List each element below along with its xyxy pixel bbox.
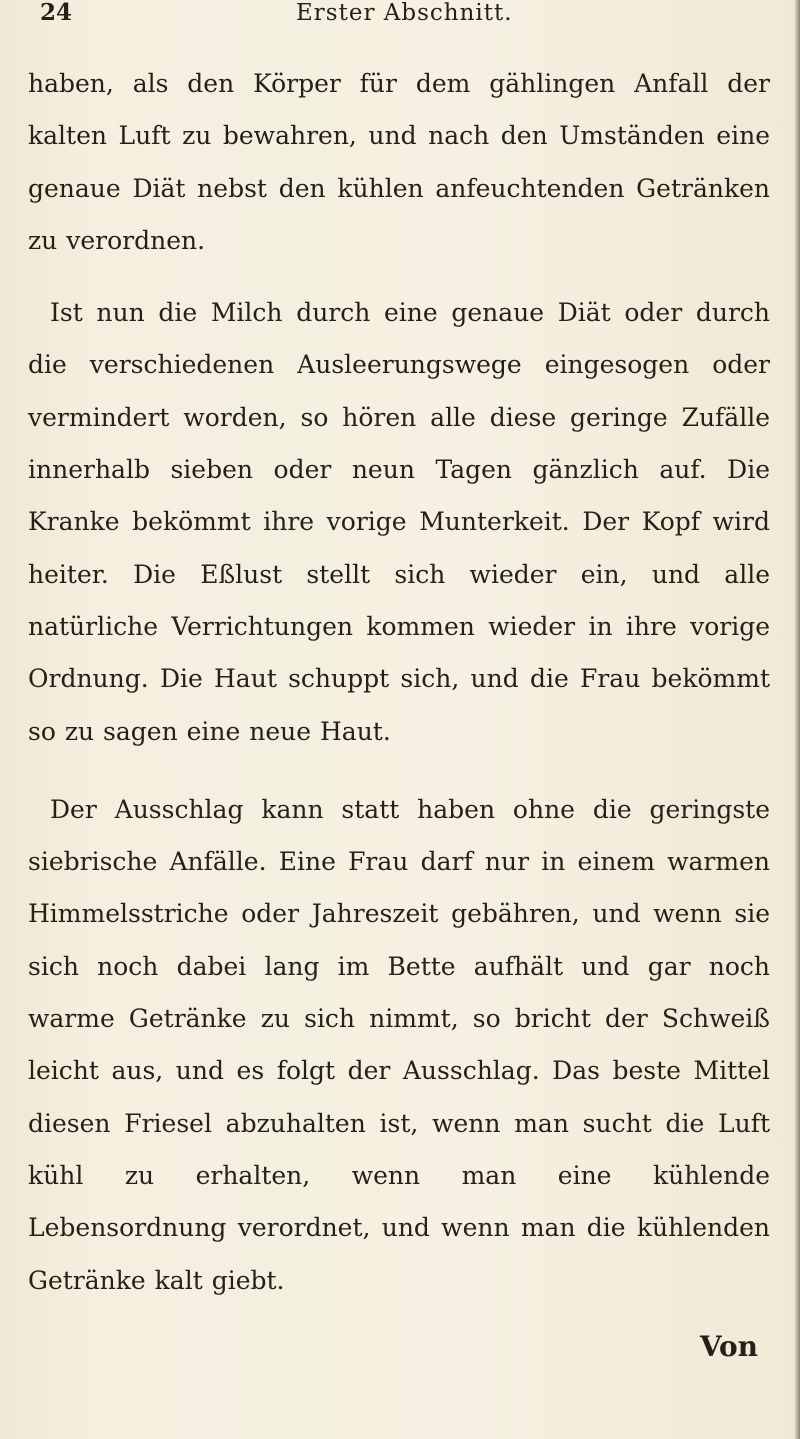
running-head: Erster Abschnitt. bbox=[296, 0, 513, 26]
page-edge-shadow bbox=[794, 0, 800, 1439]
paragraph: Ist nun die Milch durch eine genaue Diät oder durch die verschiedenen Ausleerungswege eingesogen oder vermindert worden, so hören alle diese geringe Zufälle innerhalb sieben oder neun Tagen gänzlich auf. Die Kranke bekömmt ihre vorige Munterkeit. Der Kopf wird heiter. Die Eßlust stellt sich wieder ein, und alle natürliche Verrichtungen kommen wieder in ihre vorige Ordnung. Die Haut schuppt sich, und die Frau bekömmt so zu sagen eine neue Haut. bbox=[28, 298, 770, 746]
paragraph: haben, als den Körper für dem gählingen Anfall der kalten Luft zu bewahren, und nach den Umständen eine genaue Diät nebst den kühlen anfeuchtenden Getränken zu verordnen. bbox=[28, 69, 770, 255]
page-header bbox=[28, 0, 770, 44]
catchword: Von bbox=[699, 1330, 758, 1363]
paragraph: Der Ausschlag kann statt haben ohne die geringste siebrische Anfälle. Eine Frau darf nur in einem warmen Himmelsstriche oder Jahreszeit gebähren, und wenn sie sich noch dabei lang im Bette aufhält und gar noch warme Getränke zu sich nimmt, so bricht der Schweiß leicht aus, und es folgt der Ausschlag. Das beste Mittel diesen Friesel abzuhalten ist, wenn man sucht die Luft kühl zu erhalten, wenn man eine kühlende Lebensordnung verordnet, und wenn man die kühlenden Getränke kalt giebt. bbox=[28, 794, 770, 1295]
page-number: 24 bbox=[40, 0, 73, 26]
body-text bbox=[28, 58, 770, 1307]
